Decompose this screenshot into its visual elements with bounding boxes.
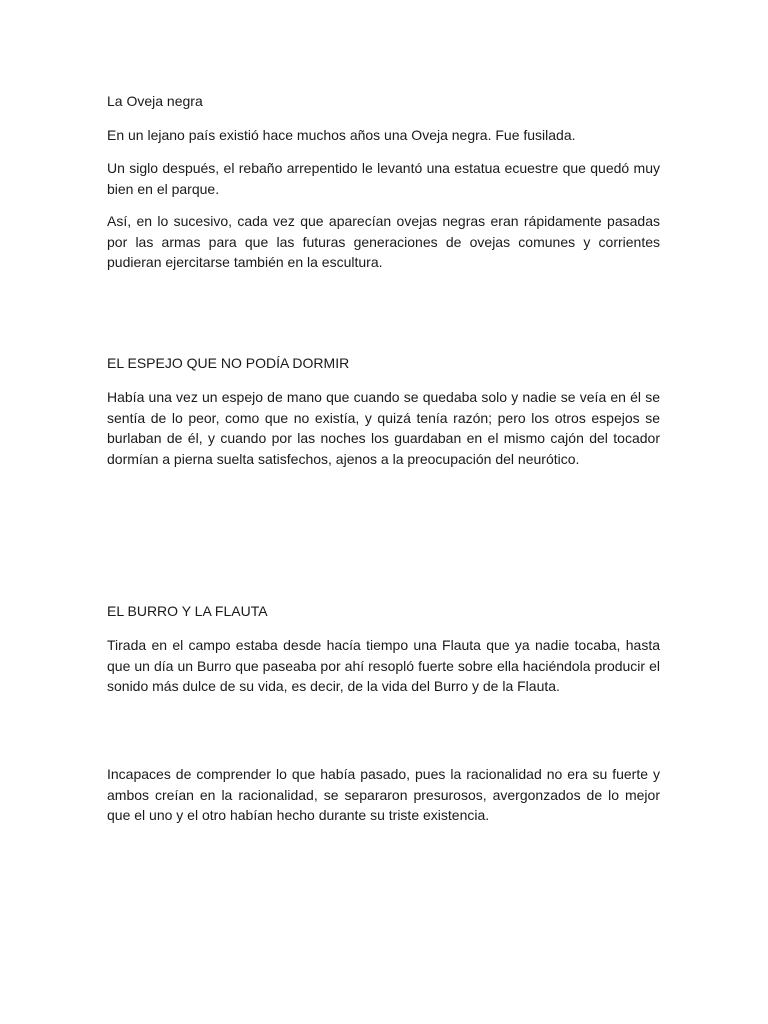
story-title-espejo: EL ESPEJO QUE NO PODÍA DORMIR	[107, 355, 350, 371]
paragraph: Había una vez un espejo de mano que cuando se quedaba solo y nadie se veía en él se sentía de lo peor, como que no existía, y quizá tenía razón; pero los otros espejos se burlaban de él, y cuando por las noches los guardaban en el mismo cajón del tocador dormían a pierna suelta satisfechos, ajenos a la preocupación del neurótico.	[107, 389, 660, 467]
paragraph: Tirada en el campo estaba desde hacía tiempo una Flauta que ya nadie tocaba, hasta que un día un Burro que paseaba por ahí resopló fuerte sobre ella haciéndola producir el sonido más dulce de su vida, es decir, de la vida del Burro y de la Flauta.	[107, 637, 660, 694]
story-title-oveja-negra: La Oveja negra	[107, 93, 203, 109]
story-title-burro-flauta: EL BURRO Y LA FLAUTA	[107, 603, 268, 619]
paragraph: En un lejano país existió hace muchos años una Oveja negra. Fue fusilada.	[107, 127, 576, 143]
paragraph: Incapaces de comprender lo que había pasado, pues la racionalidad no era su fuerte y ambos creían en la racionalidad, se separaron presurosos, avergonzados de lo mejor que el uno y el otro habían hecho durante su triste existencia.	[107, 766, 660, 823]
paragraph: Así, en lo sucesivo, cada vez que aparecían ovejas negras eran rápidamente pasadas por las armas para que las futuras generaciones de ovejas comunes y corrientes pudieran ejercitarse también en la escultura.	[107, 213, 660, 270]
paragraph: Un siglo después, el rebaño arrepentido le levantó una estatua ecuestre que quedó muy bien en el parque.	[107, 160, 660, 197]
